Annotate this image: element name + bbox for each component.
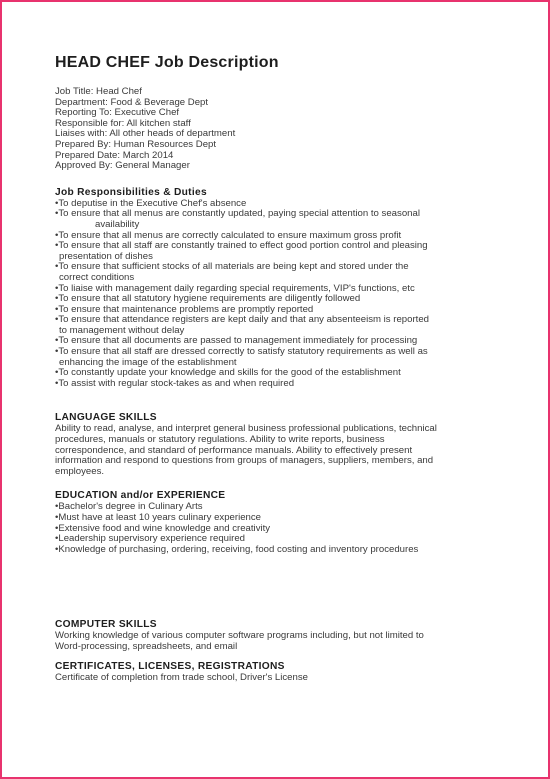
list-item: •To ensure that all staff are constantly trained to effect good portion control and pleasing <box>55 240 428 252</box>
computer-skills-text <box>55 631 495 652</box>
paragraph-line: Word-processing, spreadsheets, and email <box>55 640 238 652</box>
list-item: •To ensure that sufficient stocks of all materials are being kept and stored under the <box>55 261 409 273</box>
paragraph-line: information and respond to questions from groups of managers, suppliers, members, and <box>55 455 434 467</box>
paragraph-line: employees. <box>55 465 105 477</box>
meta-responsible-for: Responsible for: All kitchen staff <box>55 117 191 129</box>
education-list <box>55 502 495 555</box>
list-item-continuation: enhancing the image of the establishment <box>59 356 237 368</box>
paragraph-line: correspondence, and standard of performance manuals. Ability to effectively present <box>55 444 413 456</box>
list-item: •Leadership supervisory experience required <box>55 533 246 545</box>
paragraph-line: procedures, manuals or statutory regulations. Ability to write reports, business <box>55 434 385 446</box>
meta-job-title: Job Title: Head Chef <box>55 86 142 97</box>
list-item: •Extensive food and wine knowledge and creativity <box>55 522 271 534</box>
list-item: •To ensure that all menus are correctly calculated to ensure maximum gross profit <box>55 229 402 241</box>
document-content <box>55 54 495 683</box>
list-item: •To ensure that all statutory hygiene requirements are diligently followed <box>55 293 361 305</box>
list-item: •To ensure that attendance registers are kept daily and that any absenteeism is reported <box>55 314 430 326</box>
list-item: •Knowledge of purchasing, ordering, receiving, food costing and inventory procedures <box>55 543 419 555</box>
meta-approved-by: Approved By: General Manager <box>55 160 190 172</box>
list-item-continuation: correct conditions <box>59 271 135 283</box>
list-item: •To ensure that all staff are dressed correctly to satisfy statutory requirements as well as <box>55 346 428 358</box>
job-meta <box>55 87 495 172</box>
paragraph-line: Working knowledge of various computer software programs including, but not limited to <box>55 630 424 642</box>
responsibilities-heading: Job Responsibilities & Duties <box>55 186 207 198</box>
document-title: HEAD CHEF Job Description <box>55 54 279 71</box>
list-item-continuation: availability <box>95 218 140 230</box>
meta-prepared-date: Prepared Date: March 2014 <box>55 149 174 161</box>
certificates-text <box>55 673 495 684</box>
certificates-heading: CERTIFICATES, LICENSES, REGISTRATIONS <box>55 660 285 672</box>
meta-reporting-to: Reporting To: Executive Chef <box>55 107 180 119</box>
list-item: •To deputise in the Executive Chef's absence <box>55 197 247 209</box>
meta-liaises-with: Liaises with: All other heads of department <box>55 128 236 140</box>
list-item: •To assist with regular stock-takes as and when required <box>55 377 295 389</box>
language-skills-text <box>55 424 495 477</box>
list-item: •To ensure that all menus are constantly updated, paying special attention to seasonal <box>55 208 420 220</box>
list-item: •To constantly update your knowledge and skills for the good of the establishment <box>55 367 401 379</box>
meta-department: Department: Food & Beverage Dept <box>55 96 209 108</box>
list-item-continuation: presentation of dishes <box>59 250 153 262</box>
list-item: •To ensure that maintenance problems are promptly reported <box>55 303 314 315</box>
list-item: •To ensure that all documents are passed to management immediately for processing <box>55 335 418 347</box>
list-item: •To liaise with management daily regarding special requirements, VIP's functions, etc <box>55 282 415 294</box>
paragraph-line: Certificate of completion from trade school, Driver's License <box>55 671 308 683</box>
meta-prepared-by: Prepared By: Human Resources Dept <box>55 138 217 150</box>
language-skills-heading: LANGUAGE SKILLS <box>55 412 157 424</box>
list-item: •Bachelor's degree in Culinary Arts <box>55 501 203 513</box>
computer-skills-heading: COMPUTER SKILLS <box>55 619 157 631</box>
responsibilities-list <box>55 199 495 390</box>
education-heading: EDUCATION and/or EXPERIENCE <box>55 490 226 502</box>
list-item: •Must have at least 10 years culinary experience <box>55 512 261 523</box>
list-item-continuation: to management without delay <box>59 324 185 336</box>
paragraph-line: Ability to read, analyse, and interpret general business professional publications, technical <box>55 423 437 435</box>
